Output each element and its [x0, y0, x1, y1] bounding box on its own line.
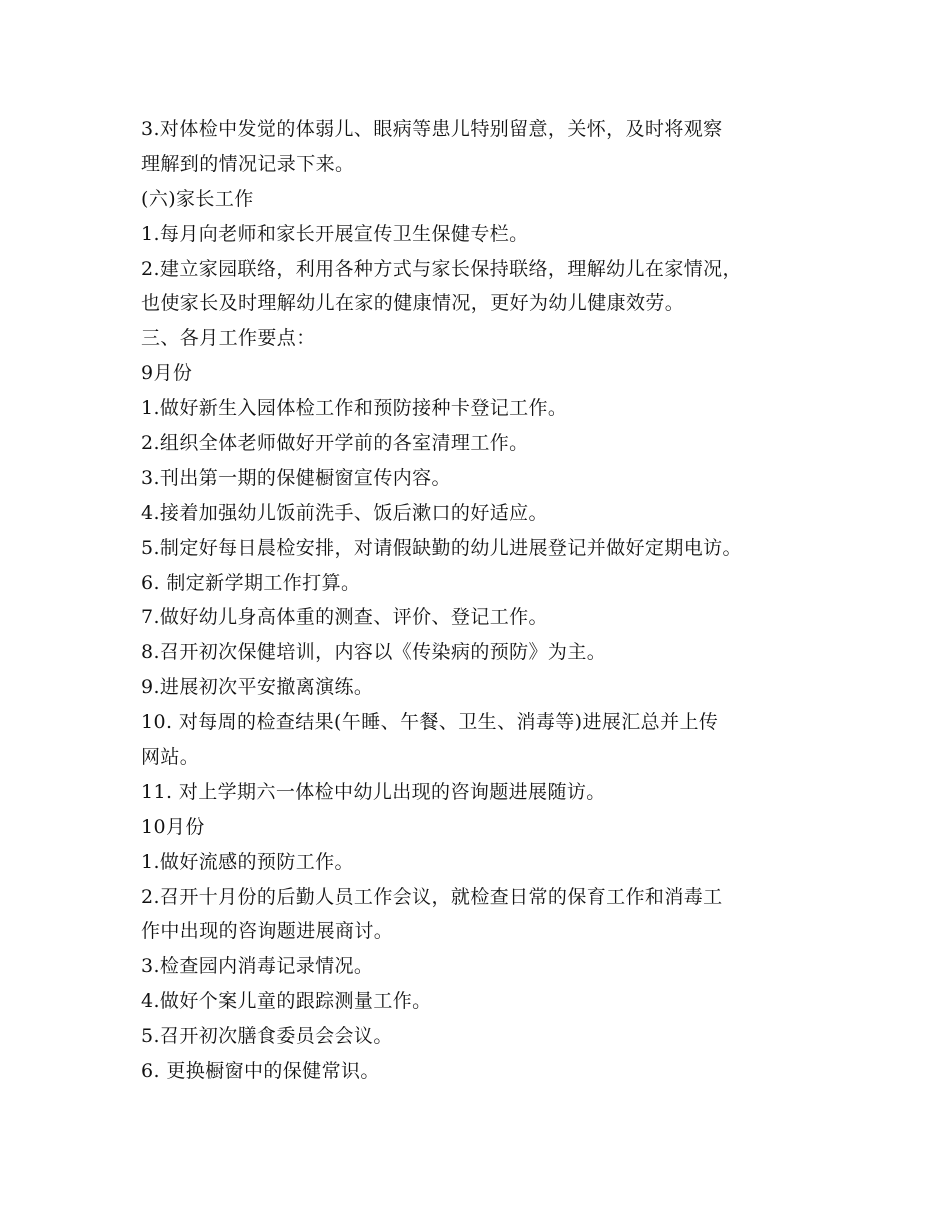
list-item: 6. 制定新学期工作打算。 — [141, 571, 361, 594]
text-line: 3.对体检中发觉的体弱儿、眼病等患儿特别留意，关怀，及时将观察 — [141, 118, 723, 140]
list-item: 2.组织全体老师做好开学前的各室清理工作。 — [141, 432, 529, 455]
list-item: 1.做好流感的预防工作。 — [141, 850, 354, 873]
list-item: 9.进展初次平安撤离演练。 — [141, 676, 374, 699]
text-line: 网站。 — [141, 746, 200, 769]
list-item: 8.召开初次保健培训，内容以《传染病的预防》为主。 — [141, 641, 607, 664]
text-line: 理解到的情况记录下来。 — [141, 152, 355, 175]
list-item: 1.做好新生入园体检工作和预防接种卡登记工作。 — [141, 397, 568, 420]
list-item: 2.召开十月份的后勤人员工作会议，就检查日常的保育工作和消毒工 — [141, 885, 723, 908]
section-heading: (六)家长工作 — [141, 187, 254, 210]
list-item: 5.召开初次膳食委员会会议。 — [141, 1025, 393, 1048]
list-item: 1.每月向老师和家长开展宣传卫生保健专栏。 — [141, 222, 529, 245]
month-heading: 9月份 — [141, 362, 193, 385]
list-item: 11. 对上学期六一体检中幼儿出现的咨询题进展随访。 — [141, 780, 606, 803]
month-heading: 10月份 — [141, 815, 205, 838]
list-item: 3.检查园内消毒记录情况。 — [141, 955, 374, 978]
list-item: 10. 对每周的检查结果(午睡、午餐、卫生、消毒等)进展汇总并上传 — [141, 711, 719, 734]
list-item: 3.刊出第一期的保健橱窗宣传内容。 — [141, 466, 451, 489]
document-page — [141, 112, 831, 1089]
list-item: 5.制定好每日晨检安排，对请假缺勤的幼儿进展登记并做好定期电访。 — [141, 536, 742, 559]
section-heading: 三、各月工作要点： — [141, 327, 316, 350]
list-item: 6. 更换橱窗中的保健常识。 — [141, 1060, 380, 1083]
text-line: 也使家长及时理解幼儿在家的健康情况，更好为幼儿健康效劳。 — [141, 292, 685, 315]
list-item: 4.做好个案儿童的跟踪测量工作。 — [141, 990, 432, 1013]
list-item: 4.接着加强幼儿饭前洗手、饭后漱口的好适应。 — [141, 501, 548, 524]
list-item: 2.建立家园联络，利用各种方式与家长保持联络，理解幼儿在家情况， — [141, 257, 742, 280]
list-item: 7.做好幼儿身高体重的测查、评价、登记工作。 — [141, 606, 548, 629]
text-line: 作中出现的咨询题进展商讨。 — [141, 920, 394, 943]
